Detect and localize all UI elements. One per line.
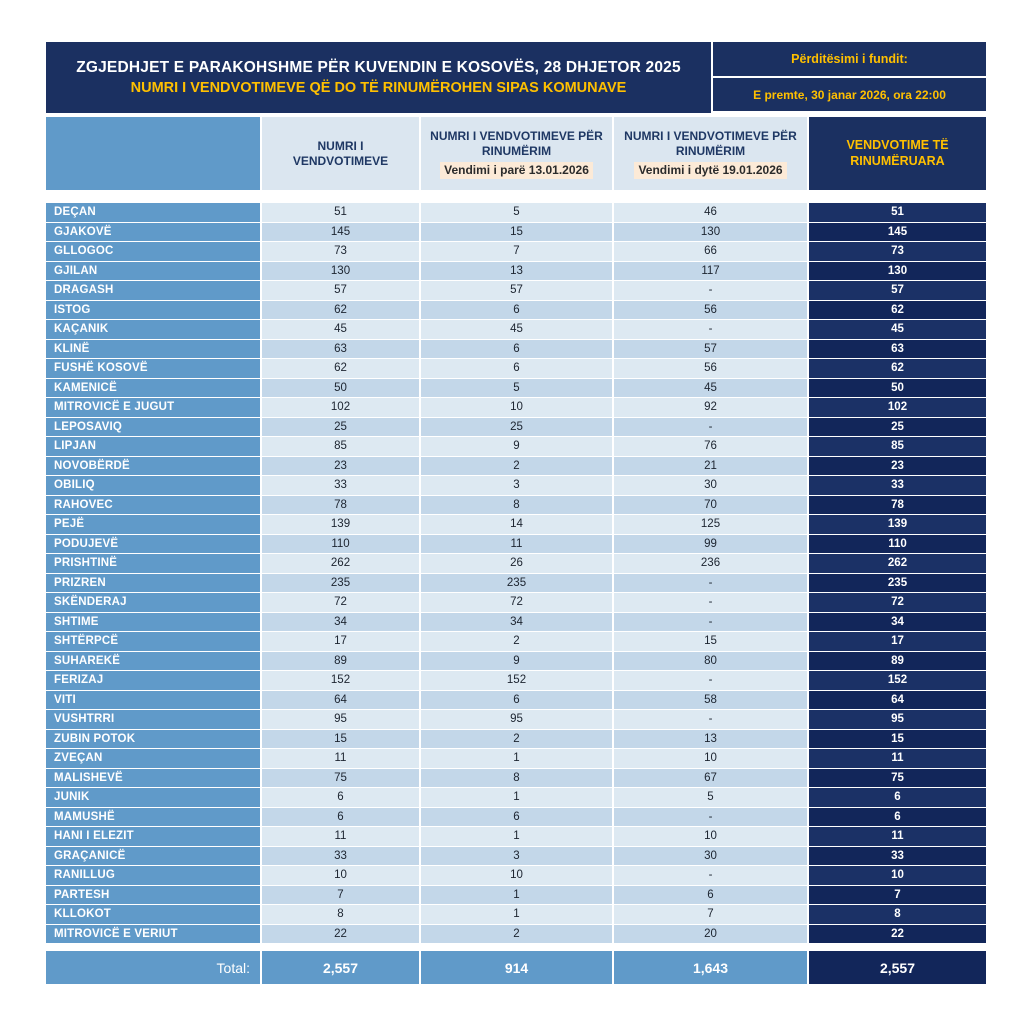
page-subtitle: NUMRI I VENDVOTIMEVE QË DO TË RINUMËROHEN SIPAS KOMUNAVE (130, 80, 627, 96)
cell-second-decision: 15 (614, 632, 807, 651)
cell-second-decision: 236 (614, 554, 807, 573)
cell-total: 6 (262, 788, 419, 807)
cell-recounted: 85 (809, 437, 986, 456)
table-row (46, 418, 986, 437)
column-header-first-title: NUMRI I VENDVOTIMEVE PËR RINUMËRIM (430, 128, 603, 158)
cell-total: 262 (262, 554, 419, 573)
cell-second-decision: - (614, 281, 807, 300)
cell-recounted: 22 (809, 925, 986, 944)
cell-municipality: SHTIME (46, 613, 260, 632)
table-row (46, 769, 986, 788)
table-row (46, 476, 986, 495)
cell-second-decision: 76 (614, 437, 807, 456)
cell-total: 145 (262, 223, 419, 242)
cell-second-decision: 30 (614, 476, 807, 495)
cell-second-decision: - (614, 574, 807, 593)
cell-municipality: GJILAN (46, 262, 260, 281)
cell-second-decision: 56 (614, 359, 807, 378)
cell-first-decision: 72 (421, 593, 612, 612)
cell-total: 51 (262, 203, 419, 222)
table-header (46, 42, 986, 113)
table-row (46, 359, 986, 378)
cell-recounted: 45 (809, 320, 986, 339)
cell-municipality: FUSHË KOSOVË (46, 359, 260, 378)
cell-total: 11 (262, 749, 419, 768)
cell-recounted: 139 (809, 515, 986, 534)
cell-recounted: 51 (809, 203, 986, 222)
cell-recounted: 72 (809, 593, 986, 612)
cell-municipality: DRAGASH (46, 281, 260, 300)
cell-first-decision: 26 (421, 554, 612, 573)
cell-first-decision: 5 (421, 379, 612, 398)
cell-municipality: KLINË (46, 340, 260, 359)
cell-total: 33 (262, 847, 419, 866)
cell-total: 152 (262, 671, 419, 690)
cell-municipality: LEPOSAVIQ (46, 418, 260, 437)
cell-first-decision: 9 (421, 437, 612, 456)
total-second-decision: 1,643 (614, 951, 807, 984)
cell-recounted: 34 (809, 613, 986, 632)
cell-first-decision: 8 (421, 769, 612, 788)
cell-second-decision: 117 (614, 262, 807, 281)
table-row (46, 749, 986, 768)
cell-municipality: OBILIQ (46, 476, 260, 495)
cell-recounted: 7 (809, 886, 986, 905)
cell-recounted: 6 (809, 788, 986, 807)
cell-recounted: 64 (809, 691, 986, 710)
cell-total: 89 (262, 652, 419, 671)
cell-first-decision: 14 (421, 515, 612, 534)
cell-first-decision: 10 (421, 398, 612, 417)
cell-municipality: RANILLUG (46, 866, 260, 885)
cell-recounted: 262 (809, 554, 986, 573)
cell-total: 62 (262, 359, 419, 378)
cell-total: 11 (262, 827, 419, 846)
cell-first-decision: 152 (421, 671, 612, 690)
cell-municipality: VITI (46, 691, 260, 710)
table-row (46, 379, 986, 398)
cell-total: 85 (262, 437, 419, 456)
cell-recounted: 130 (809, 262, 986, 281)
cell-recounted: 23 (809, 457, 986, 476)
cell-municipality: MAMUSHË (46, 808, 260, 827)
cell-municipality: PARTESH (46, 886, 260, 905)
cell-second-decision: 10 (614, 749, 807, 768)
cell-recounted: 102 (809, 398, 986, 417)
cell-recounted: 63 (809, 340, 986, 359)
cell-total: 15 (262, 730, 419, 749)
cell-total: 8 (262, 905, 419, 924)
cell-second-decision: 46 (614, 203, 807, 222)
cell-second-decision: - (614, 866, 807, 885)
cell-municipality: VUSHTRRI (46, 710, 260, 729)
cell-municipality: LIPJAN (46, 437, 260, 456)
cell-second-decision: 70 (614, 496, 807, 515)
cell-total: 33 (262, 476, 419, 495)
cell-recounted: 235 (809, 574, 986, 593)
cell-total: 78 (262, 496, 419, 515)
cell-recounted: 95 (809, 710, 986, 729)
last-update-panel (713, 42, 986, 113)
cell-recounted: 73 (809, 242, 986, 261)
table-row (46, 554, 986, 573)
cell-recounted: 78 (809, 496, 986, 515)
cell-municipality: SUHAREKË (46, 652, 260, 671)
cell-municipality: MITROVICË E JUGUT (46, 398, 260, 417)
cell-total: 63 (262, 340, 419, 359)
cell-recounted: 17 (809, 632, 986, 651)
table-row (46, 710, 986, 729)
cell-second-decision: 58 (614, 691, 807, 710)
cell-total: 50 (262, 379, 419, 398)
table-row (46, 340, 986, 359)
cell-total: 102 (262, 398, 419, 417)
cell-recounted: 15 (809, 730, 986, 749)
cell-second-decision: - (614, 418, 807, 437)
table-row (46, 574, 986, 593)
cell-municipality: GJAKOVË (46, 223, 260, 242)
cell-first-decision: 3 (421, 476, 612, 495)
total-recounted: 2,557 (809, 951, 986, 984)
cell-second-decision: 30 (614, 847, 807, 866)
cell-second-decision: 21 (614, 457, 807, 476)
cell-first-decision: 95 (421, 710, 612, 729)
cell-municipality: PODUJEVË (46, 535, 260, 554)
cell-total: 235 (262, 574, 419, 593)
cell-first-decision: 6 (421, 691, 612, 710)
cell-first-decision: 235 (421, 574, 612, 593)
cell-second-decision: 125 (614, 515, 807, 534)
cell-second-decision: - (614, 710, 807, 729)
cell-first-decision: 11 (421, 535, 612, 554)
cell-municipality: RAHOVEC (46, 496, 260, 515)
cell-second-decision: - (614, 593, 807, 612)
cell-first-decision: 6 (421, 301, 612, 320)
column-header-row (46, 117, 986, 190)
cell-first-decision: 5 (421, 203, 612, 222)
cell-second-decision: 57 (614, 340, 807, 359)
cell-first-decision: 2 (421, 457, 612, 476)
cell-second-decision: 20 (614, 925, 807, 944)
table-row (46, 925, 986, 944)
table-row (46, 593, 986, 612)
cell-municipality: GRAÇANICË (46, 847, 260, 866)
last-update-label: Përditësimi i fundit: (713, 42, 986, 76)
cell-first-decision: 1 (421, 788, 612, 807)
cell-first-decision: 34 (421, 613, 612, 632)
table-row (46, 788, 986, 807)
page-title: ZGJEDHJET E PARAKOHSHME PËR KUVENDIN E KOSOVËS, 28 DHJETOR 2025 (76, 59, 681, 76)
cell-second-decision: 80 (614, 652, 807, 671)
cell-second-decision: 5 (614, 788, 807, 807)
cell-total: 22 (262, 925, 419, 944)
cell-first-decision: 1 (421, 827, 612, 846)
table-row (46, 262, 986, 281)
cell-total: 139 (262, 515, 419, 534)
column-header-first-sub: Vendimi i parë 13.01.2026 (440, 162, 593, 179)
table-row (46, 847, 986, 866)
last-update-value: E premte, 30 janar 2026, ora 22:00 (713, 78, 986, 111)
table-row (46, 886, 986, 905)
cell-recounted: 10 (809, 866, 986, 885)
cell-second-decision: - (614, 613, 807, 632)
cell-total: 72 (262, 593, 419, 612)
cell-first-decision: 13 (421, 262, 612, 281)
cell-second-decision: - (614, 808, 807, 827)
cell-second-decision: 92 (614, 398, 807, 417)
cell-total: 45 (262, 320, 419, 339)
cell-recounted: 33 (809, 476, 986, 495)
cell-municipality: SKËNDERAJ (46, 593, 260, 612)
cell-first-decision: 6 (421, 808, 612, 827)
column-header-second-decision (614, 117, 807, 190)
cell-first-decision: 7 (421, 242, 612, 261)
column-header-total-label: NUMRI I VENDVOTIMEVE (292, 138, 389, 168)
cell-total: 34 (262, 613, 419, 632)
table-row (46, 905, 986, 924)
cell-recounted: 62 (809, 301, 986, 320)
cell-municipality: ZUBIN POTOK (46, 730, 260, 749)
cell-first-decision: 2 (421, 925, 612, 944)
table-body (46, 203, 986, 943)
cell-second-decision: 66 (614, 242, 807, 261)
table-row (46, 398, 986, 417)
column-header-second-title: NUMRI I VENDVOTIMEVE PËR RINUMËRIM (624, 128, 797, 158)
cell-municipality: KAMENICË (46, 379, 260, 398)
cell-recounted: 145 (809, 223, 986, 242)
column-header-total (262, 117, 419, 190)
cell-second-decision: 56 (614, 301, 807, 320)
cell-total: 23 (262, 457, 419, 476)
cell-first-decision: 57 (421, 281, 612, 300)
cell-municipality: PEJË (46, 515, 260, 534)
total-first-decision: 914 (421, 951, 612, 984)
table-row (46, 866, 986, 885)
cell-municipality: MALISHEVË (46, 769, 260, 788)
cell-municipality: SHTËRPCË (46, 632, 260, 651)
table-row (46, 652, 986, 671)
table-row (46, 515, 986, 534)
cell-recounted: 62 (809, 359, 986, 378)
cell-recounted: 50 (809, 379, 986, 398)
table-row (46, 613, 986, 632)
column-header-recounted-label: VENDVOTIME TË RINUMËRUARA (846, 137, 949, 168)
cell-first-decision: 6 (421, 359, 612, 378)
cell-municipality: DEÇAN (46, 203, 260, 222)
cell-first-decision: 3 (421, 847, 612, 866)
table-row (46, 242, 986, 261)
recount-table (46, 42, 986, 984)
cell-second-decision: 99 (614, 535, 807, 554)
cell-second-decision: 10 (614, 827, 807, 846)
total-polling-stations: 2,557 (262, 951, 419, 984)
table-row (46, 808, 986, 827)
table-row (46, 671, 986, 690)
total-label: Total: (46, 951, 260, 984)
cell-municipality: KLLOKOT (46, 905, 260, 924)
cell-first-decision: 9 (421, 652, 612, 671)
cell-total: 10 (262, 866, 419, 885)
cell-recounted: 57 (809, 281, 986, 300)
table-row (46, 437, 986, 456)
cell-municipality: PRIZREN (46, 574, 260, 593)
table-row (46, 203, 986, 222)
cell-second-decision: - (614, 320, 807, 339)
cell-municipality: NOVOBËRDË (46, 457, 260, 476)
table-row (46, 223, 986, 242)
cell-first-decision: 10 (421, 866, 612, 885)
table-row (46, 320, 986, 339)
title-block (46, 42, 711, 113)
cell-municipality: MITROVICË E VERIUT (46, 925, 260, 944)
cell-first-decision: 2 (421, 730, 612, 749)
cell-first-decision: 1 (421, 886, 612, 905)
cell-recounted: 89 (809, 652, 986, 671)
table-row (46, 632, 986, 651)
cell-municipality: GLLOGOC (46, 242, 260, 261)
cell-first-decision: 45 (421, 320, 612, 339)
cell-first-decision: 25 (421, 418, 612, 437)
cell-second-decision: 130 (614, 223, 807, 242)
cell-total: 17 (262, 632, 419, 651)
cell-municipality: HANI I ELEZIT (46, 827, 260, 846)
cell-total: 64 (262, 691, 419, 710)
table-row (46, 827, 986, 846)
cell-total: 73 (262, 242, 419, 261)
cell-total: 95 (262, 710, 419, 729)
cell-total: 6 (262, 808, 419, 827)
cell-second-decision: 67 (614, 769, 807, 788)
cell-recounted: 75 (809, 769, 986, 788)
cell-total: 110 (262, 535, 419, 554)
cell-recounted: 25 (809, 418, 986, 437)
column-header-recounted (809, 117, 986, 190)
cell-total: 75 (262, 769, 419, 788)
cell-total: 7 (262, 886, 419, 905)
table-row (46, 691, 986, 710)
column-header-first-decision (421, 117, 612, 190)
cell-municipality: JUNIK (46, 788, 260, 807)
table-row (46, 281, 986, 300)
cell-total: 25 (262, 418, 419, 437)
cell-municipality: FERIZAJ (46, 671, 260, 690)
table-row (46, 457, 986, 476)
cell-recounted: 33 (809, 847, 986, 866)
cell-first-decision: 1 (421, 905, 612, 924)
cell-second-decision: - (614, 671, 807, 690)
cell-municipality: ISTOG (46, 301, 260, 320)
cell-recounted: 8 (809, 905, 986, 924)
cell-municipality: ZVEÇAN (46, 749, 260, 768)
cell-total: 57 (262, 281, 419, 300)
cell-second-decision: 6 (614, 886, 807, 905)
cell-second-decision: 13 (614, 730, 807, 749)
cell-recounted: 11 (809, 827, 986, 846)
table-row (46, 301, 986, 320)
total-row (46, 951, 986, 984)
column-header-municipality (46, 117, 260, 190)
cell-municipality: PRISHTINË (46, 554, 260, 573)
cell-first-decision: 6 (421, 340, 612, 359)
table-row (46, 730, 986, 749)
cell-second-decision: 45 (614, 379, 807, 398)
cell-second-decision: 7 (614, 905, 807, 924)
table-row (46, 496, 986, 515)
cell-first-decision: 2 (421, 632, 612, 651)
cell-recounted: 11 (809, 749, 986, 768)
cell-total: 62 (262, 301, 419, 320)
cell-recounted: 152 (809, 671, 986, 690)
column-header-second-sub: Vendimi i dytë 19.01.2026 (634, 162, 786, 179)
cell-first-decision: 1 (421, 749, 612, 768)
cell-recounted: 6 (809, 808, 986, 827)
table-row (46, 535, 986, 554)
cell-recounted: 110 (809, 535, 986, 554)
cell-first-decision: 8 (421, 496, 612, 515)
cell-total: 130 (262, 262, 419, 281)
cell-first-decision: 15 (421, 223, 612, 242)
cell-municipality: KAÇANIK (46, 320, 260, 339)
